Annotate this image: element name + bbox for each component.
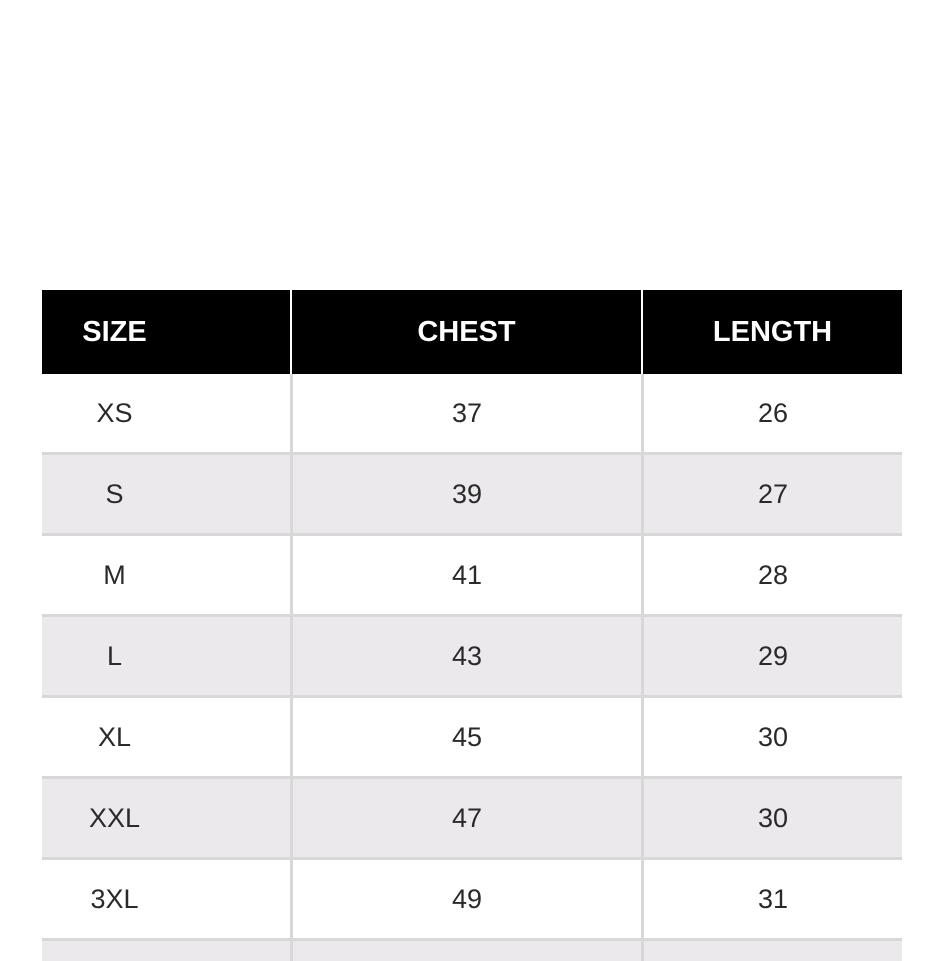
- size-cell: S: [105, 478, 124, 509]
- table-row-cutoff: [42, 941, 902, 961]
- chest-cell: 43: [290, 617, 641, 695]
- chest-cell: 49: [290, 860, 641, 938]
- table-row: [42, 455, 902, 536]
- chest-cell: 47: [290, 779, 641, 857]
- size-chart-table: [42, 290, 902, 961]
- header-size: SIZE: [82, 315, 147, 348]
- size-cell: 3XL: [90, 883, 139, 914]
- chest-cell: 45: [290, 698, 641, 776]
- table-row: [42, 617, 902, 698]
- size-cell: XS: [96, 397, 133, 428]
- header-chest: CHEST: [290, 290, 641, 374]
- length-cell: 30: [641, 698, 902, 776]
- length-cell: 26: [641, 374, 902, 452]
- chest-cell: 39: [290, 455, 641, 533]
- size-cell: M: [103, 559, 126, 590]
- table-header-row: [42, 290, 902, 374]
- table-row: [42, 698, 902, 779]
- length-cell: [641, 941, 902, 961]
- chest-cell: 37: [290, 374, 641, 452]
- size-cell: L: [106, 640, 123, 671]
- table-row: [42, 374, 902, 455]
- size-cell: XXL: [88, 802, 141, 833]
- length-cell: 28: [641, 536, 902, 614]
- table-row: [42, 860, 902, 941]
- chest-cell: 41: [290, 536, 641, 614]
- length-cell: 30: [641, 779, 902, 857]
- header-length: LENGTH: [641, 290, 902, 374]
- chest-cell: [290, 941, 641, 961]
- table-row: [42, 779, 902, 860]
- length-cell: 31: [641, 860, 902, 938]
- size-cell: [42, 941, 290, 961]
- size-cell: XL: [97, 721, 132, 752]
- table-row: [42, 536, 902, 617]
- length-cell: 29: [641, 617, 902, 695]
- length-cell: 27: [641, 455, 902, 533]
